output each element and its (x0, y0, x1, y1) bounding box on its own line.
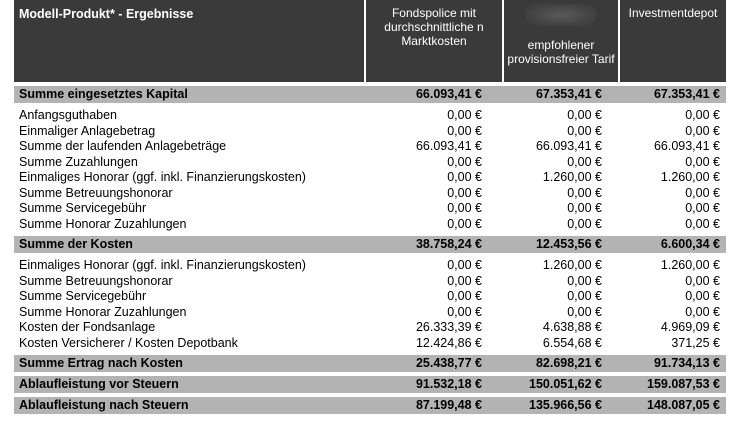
value-investmentdepot: 1.260,00 € (660, 258, 720, 272)
row-label: Ablaufleistung nach Steuern (19, 398, 189, 412)
row-label: Summe der laufenden Anlagebeträge (19, 139, 227, 153)
value-fondspolice: 66.093,41 € (415, 139, 482, 153)
value-fondspolice: 87.199,48 € (415, 398, 482, 412)
summary-row (14, 376, 726, 393)
table-row (14, 186, 726, 202)
row-label: Summe Ertrag nach Kosten (19, 356, 183, 370)
value-investmentdepot: 0,00 € (685, 201, 720, 215)
table-row (14, 217, 726, 233)
value-fondspolice: 0,00 € (447, 123, 482, 138)
column-header-investmentdepot: Investmentdepot (620, 0, 726, 82)
table-row (14, 258, 726, 274)
value-fondspolice: 0,00 € (447, 154, 482, 169)
value-provisionsfreier-tarif: 0,00 € (567, 289, 602, 303)
summary-row (14, 397, 726, 414)
table-row (14, 305, 726, 321)
value-investmentdepot: 371,25 € (671, 335, 720, 350)
value-provisionsfreier-tarif: 0,00 € (567, 216, 602, 231)
row-label: Summe Zuzahlungen (19, 154, 138, 169)
value-provisionsfreier-tarif: 150.051,62 € (529, 377, 602, 391)
table-title: Modell-Produkt* - Ergebnisse (14, 0, 364, 82)
value-provisionsfreier-tarif: 135.966,56 € (529, 398, 602, 412)
value-fondspolice: 0,00 € (447, 170, 482, 184)
value-fondspolice: 0,00 € (447, 304, 482, 319)
table-row (14, 201, 726, 217)
column-header-fondspolice: Fondspolice mit durchschnittliche n Marktkosten (366, 0, 502, 82)
value-provisionsfreier-tarif: 6.554,68 € (542, 335, 602, 350)
table-row (14, 155, 726, 171)
row-label: Summe eingesetztes Kapital (19, 87, 188, 101)
value-investmentdepot: 0,00 € (685, 216, 720, 231)
value-provisionsfreier-tarif: 82.698,21 € (535, 356, 602, 370)
table-row (14, 139, 726, 155)
value-provisionsfreier-tarif: 0,00 € (567, 123, 602, 138)
value-fondspolice: 66.093,41 € (415, 87, 482, 101)
row-label: Summe Honorar Zuzahlungen (19, 304, 187, 319)
summary-row (14, 86, 726, 103)
value-provisionsfreier-tarif: 0,00 € (567, 273, 602, 288)
value-provisionsfreier-tarif: 1.260,00 € (542, 258, 602, 272)
value-fondspolice: 0,00 € (447, 216, 482, 231)
row-label: Summe Betreuungshonorar (19, 185, 173, 200)
value-fondspolice: 25.438,77 € (415, 356, 482, 370)
value-investmentdepot: 148.087,05 € (647, 398, 720, 412)
value-fondspolice: 38.758,24 € (415, 237, 482, 251)
column-header-provisionsfreier-tarif (504, 0, 618, 82)
row-label: Einmaliger Anlagebetrag (19, 123, 156, 138)
table-row (14, 274, 726, 290)
table-row (14, 289, 726, 305)
value-fondspolice: 12.424,86 € (415, 335, 482, 350)
value-provisionsfreier-tarif: 1.260,00 € (542, 170, 602, 184)
value-investmentdepot: 0,00 € (685, 108, 720, 122)
table-header (14, 0, 726, 86)
value-investmentdepot: 66.093,41 € (653, 139, 720, 153)
table-row (14, 170, 726, 186)
summary-row (14, 355, 726, 372)
value-fondspolice: 0,00 € (447, 185, 482, 200)
value-fondspolice: 0,00 € (447, 201, 482, 215)
value-fondspolice: 0,00 € (447, 273, 482, 288)
value-investmentdepot: 0,00 € (685, 123, 720, 138)
row-label: Einmaliges Honorar (ggf. inkl. Finanzierungskosten) (19, 170, 306, 184)
row-label: Summe der Kosten (19, 237, 133, 251)
summary-row (14, 236, 726, 253)
table-row (14, 320, 726, 336)
value-provisionsfreier-tarif: 4.638,88 € (542, 320, 602, 334)
value-investmentdepot: 91.734,13 € (653, 356, 720, 370)
value-provisionsfreier-tarif: 0,00 € (567, 304, 602, 319)
value-investmentdepot: 0,00 € (685, 185, 720, 200)
row-label: Anfangsguthaben (19, 108, 118, 122)
value-provisionsfreier-tarif: 0,00 € (567, 185, 602, 200)
row-label: Summe Betreuungshonorar (19, 273, 173, 288)
value-investmentdepot: 159.087,53 € (647, 377, 720, 391)
value-fondspolice: 0,00 € (447, 258, 482, 272)
value-investmentdepot: 0,00 € (685, 304, 720, 319)
value-investmentdepot: 0,00 € (685, 289, 720, 303)
value-investmentdepot: 6.600,34 € (660, 237, 720, 251)
row-label: Ablaufleistung vor Steuern (19, 377, 179, 391)
value-fondspolice: 0,00 € (447, 289, 482, 303)
value-fondspolice: 91.532,18 € (415, 377, 482, 391)
value-provisionsfreier-tarif: 0,00 € (567, 201, 602, 215)
value-investmentdepot: 1.260,00 € (660, 170, 720, 184)
results-table (14, 0, 726, 414)
blurred-logo (526, 4, 596, 26)
value-fondspolice: 26.333,39 € (415, 320, 482, 334)
table-row (14, 336, 726, 352)
row-label: Kosten Versicherer / Kosten Depotbank (19, 335, 238, 350)
row-label: Summe Servicegebühr (19, 289, 147, 303)
value-fondspolice: 0,00 € (447, 108, 482, 122)
value-investmentdepot: 4.969,09 € (660, 320, 720, 334)
row-label: Einmaliges Honorar (ggf. inkl. Finanzierungskosten) (19, 258, 306, 272)
value-provisionsfreier-tarif: 0,00 € (567, 154, 602, 169)
value-investmentdepot: 67.353,41 € (653, 87, 720, 101)
value-provisionsfreier-tarif: 0,00 € (567, 108, 602, 122)
value-provisionsfreier-tarif: 67.353,41 € (535, 87, 602, 101)
row-label: Summe Servicegebühr (19, 201, 147, 215)
value-investmentdepot: 0,00 € (685, 273, 720, 288)
table-row (14, 124, 726, 140)
table-row (14, 108, 726, 124)
column-header-label: empfohlener provisionsfreier Tarif (507, 38, 615, 66)
value-investmentdepot: 0,00 € (685, 154, 720, 169)
table-body (14, 86, 726, 414)
row-label: Summe Honorar Zuzahlungen (19, 216, 187, 231)
value-provisionsfreier-tarif: 12.453,56 € (535, 237, 602, 251)
row-label: Kosten der Fondsanlage (19, 320, 156, 334)
value-provisionsfreier-tarif: 66.093,41 € (535, 139, 602, 153)
